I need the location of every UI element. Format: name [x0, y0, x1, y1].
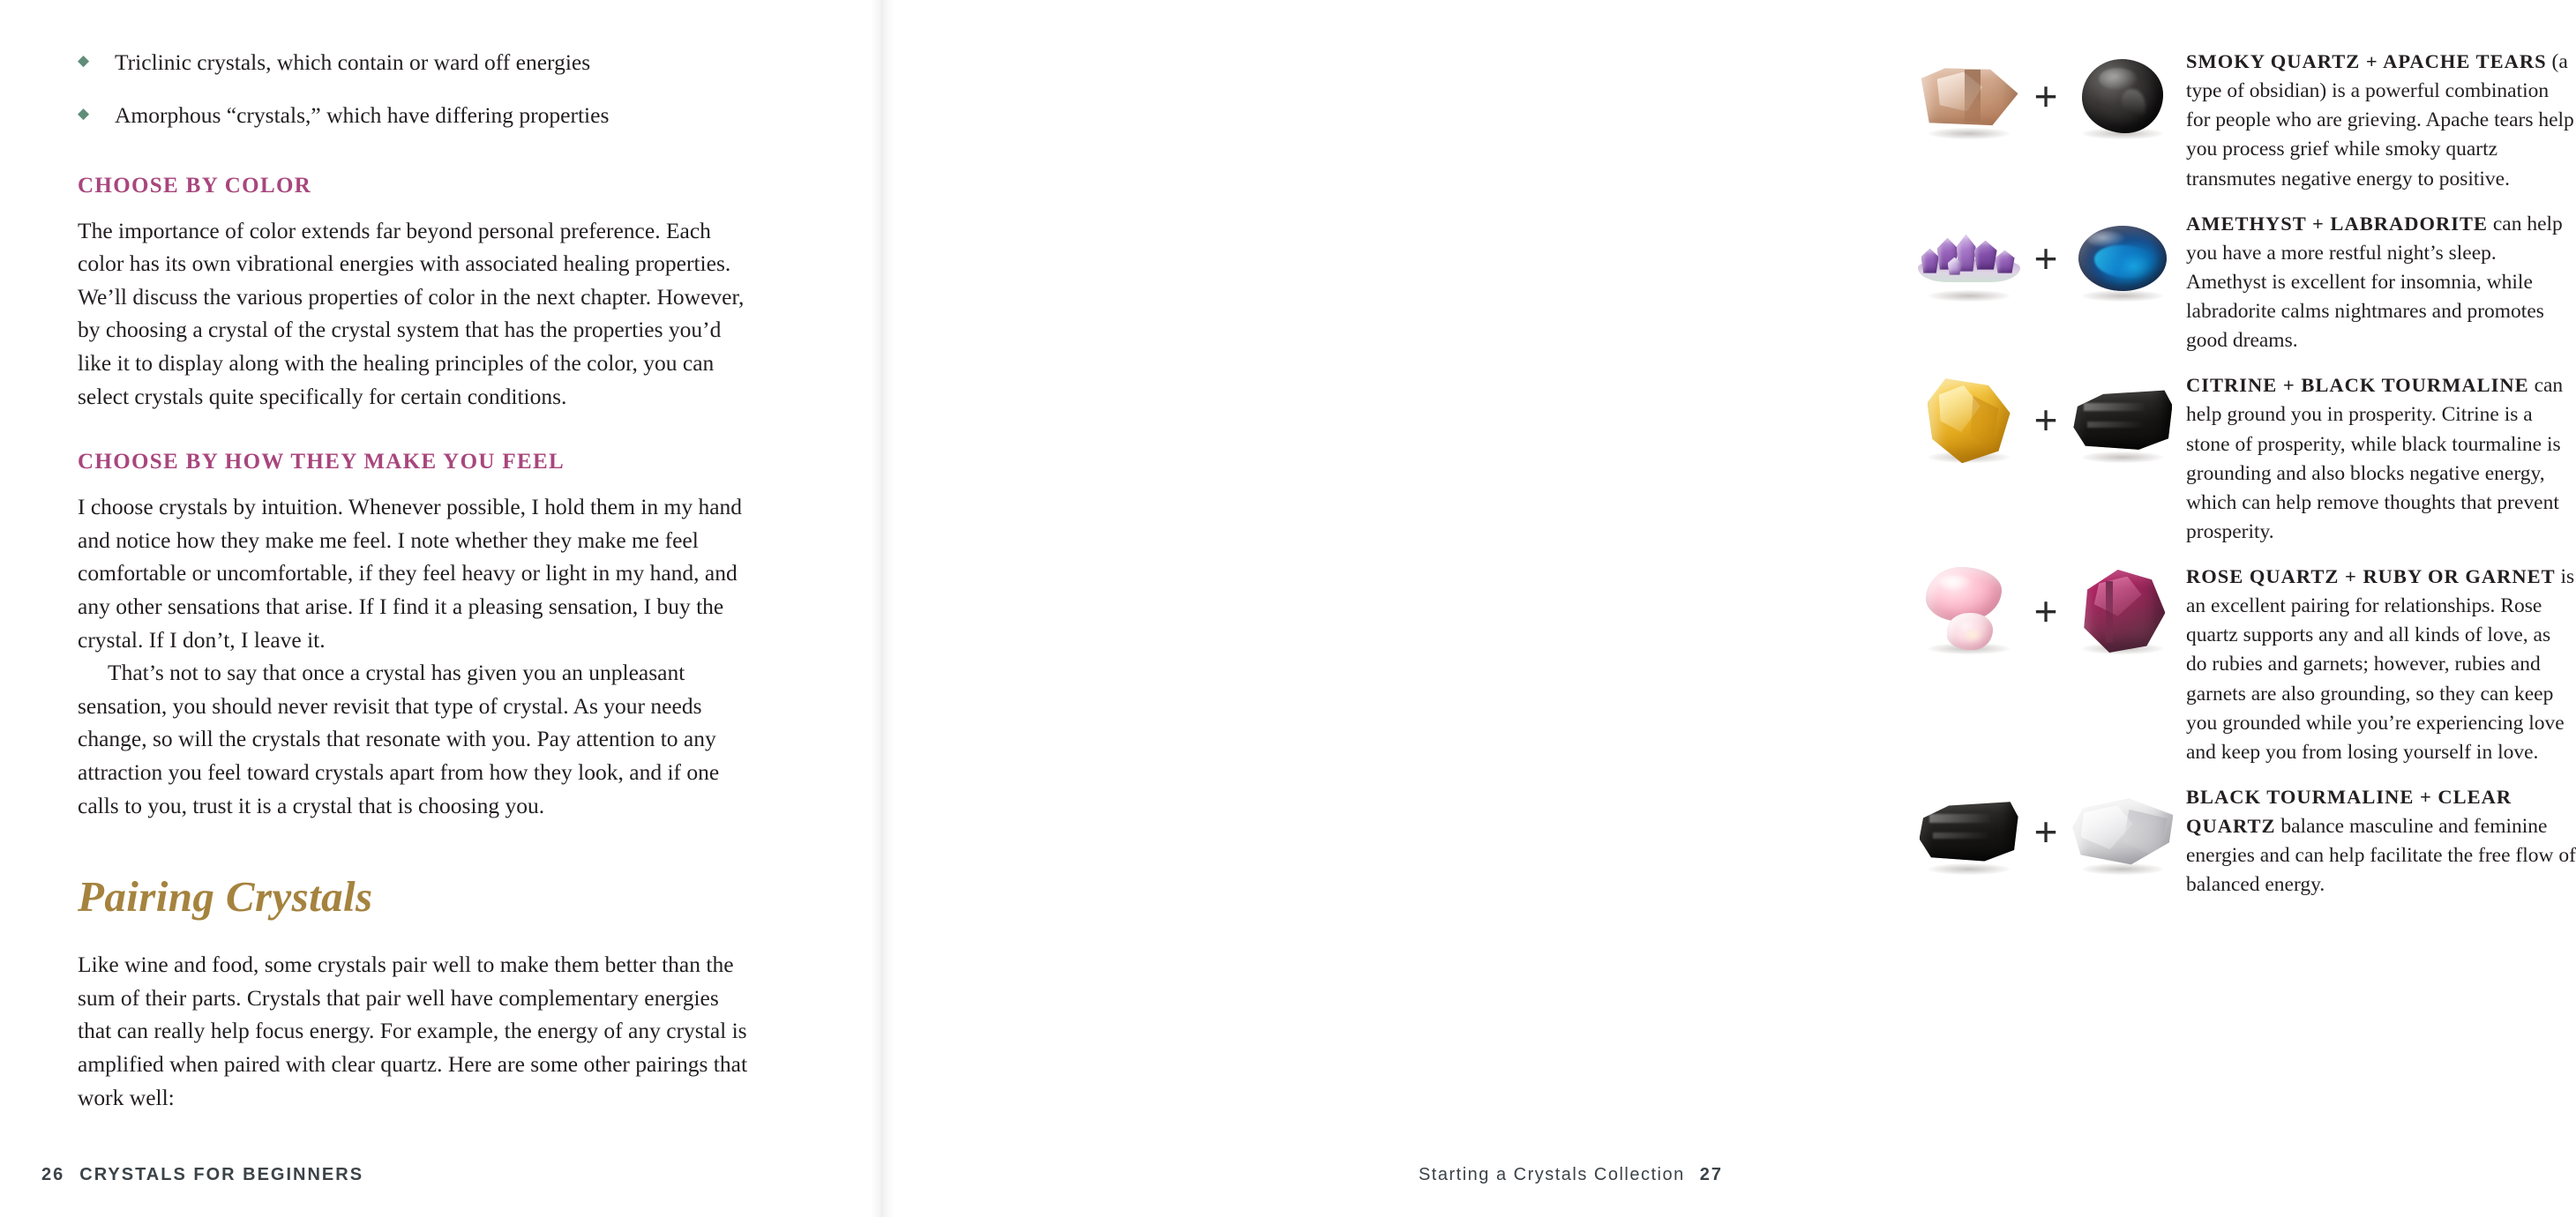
stone-shadow: [2082, 863, 2163, 875]
pairing-entry: [1906, 44, 2576, 194]
citrine-icon: [1928, 377, 2011, 463]
pairing-text: [2186, 559, 2576, 767]
clear-quartz-icon: [2072, 797, 2173, 866]
pairing-description: balance masculine and feminine energies and can help facilitate the free flow of balanced energy.: [2186, 815, 2576, 897]
list-item: [78, 46, 748, 80]
pairing-entry: [1906, 206, 2576, 356]
diamond-bullet-icon: ◆: [78, 104, 90, 122]
pairing-description: is an excellent pairing for relationships. Rose quartz supports any and all kinds of love, as do rubies and garnets; however, rubies and garnets are also grounding, so they can keep you grounded while you’re experiencing love and keep you from losing yourself in love.: [2186, 565, 2575, 764]
chapter-title-footer: Starting a Crystals Collection: [1418, 1165, 1685, 1184]
pairing-description: (a type of obsidian) is a powerful combination for people who are grieving. Apache tears help you process grief while smoky quartz transmutes negative energy to positive.: [2186, 50, 2574, 190]
stone-shadow: [1928, 290, 2010, 302]
pairing-name: ROSE QUARTZ + RUBY OR GARNET: [2186, 565, 2556, 587]
pairing-entry: [1906, 780, 2576, 900]
diamond-bullet-icon: ◆: [78, 52, 90, 69]
smoky-quartz-stone: [1913, 44, 2026, 148]
pairing-description: can help ground you in prosperity. Citrine is a stone of prosperity, while black tourmaline is grounding and also blocks negative energy, which can help remove thoughts that prevent prosperity.: [2186, 374, 2564, 543]
stone-shadow: [1928, 863, 2010, 875]
pairing-name: CITRINE + BLACK TOURMALINE: [2186, 374, 2529, 397]
bullet-text: Amorphous “crystals,” which have differing properties: [115, 101, 610, 128]
plus-icon: +: [2033, 73, 2058, 119]
paragraph-intuition: I choose crystals by intuition. Whenever possible, I hold them in my hand and notice how they make me feel. I note whether they make me feel comfortable or uncomfortable, if they feel heavy or light in my hand, and any other sensations that arise. If I find it a pleasing sensation, I buy the crystal. If I don’t, I leave it.: [78, 494, 743, 653]
footer-right: [1419, 1165, 1723, 1185]
pairing-text: [2186, 206, 2576, 356]
ruby-garnet-icon: [2080, 570, 2165, 653]
paragraph-unpleasant-sensation: That’s not to say that once a crystal has given you an unpleasant sensation, you should never revisit that type of crystal. As your needs change, so will the crystals that resonate with you. Pay attention to any attraction you feel toward crystals apart from how they look, and if one calls to you, trust it is a crystal that is choosing you.: [78, 660, 720, 818]
section-title-pairing-crystals: Pairing Crystals: [78, 872, 373, 922]
pairing-illustration: [1906, 368, 2186, 472]
right-page: [882, 0, 2576, 1217]
black-tourmaline-stone: [2066, 368, 2179, 472]
pairing-name: BLACK TOURMALINE + CLEAR QUARTZ: [2186, 785, 2512, 837]
left-page: [0, 0, 882, 1217]
stone-shadow: [1928, 128, 2010, 139]
pairing-illustration: [1906, 780, 2186, 884]
left-text-column: [78, 46, 748, 1114]
rose-quartz-icon: [1921, 565, 2018, 657]
pairing-illustration: [1906, 44, 2186, 148]
stone-shadow: [2082, 452, 2163, 463]
plus-icon: +: [2033, 808, 2058, 855]
plus-icon: +: [2033, 235, 2058, 281]
heading-choose-by-how-they-make-you-feel: CHOOSE BY HOW THEY MAKE YOU FEEL: [78, 450, 565, 474]
pairings-list: [1906, 44, 2576, 912]
stone-shadow: [2082, 290, 2163, 302]
paragraph-pairing-intro: Like wine and food, some crystals pair well to make them better than the sum of their parts. Crystals that pair well have complementary energies that can really help focus energy. For example, the energy of any crystal is amplified when paired with clear quartz. Here are some other pairings that work well:: [78, 952, 748, 1110]
ruby-garnet-stone: [2066, 559, 2179, 663]
pairing-name: SMOKY QUARTZ + APACHE TEARS: [2186, 50, 2547, 72]
pairing-description: can help you have a more restful night’s sleep. Amethyst is excellent for insomnia, while labradorite calms nightmares and promotes good dreams.: [2186, 212, 2563, 353]
paragraph-choose-by-color: The importance of color extends far beyond personal preference. Each color has its own vibrational energies with associated healing properties. We’ll discuss the various properties of color in the next chapter. However, by choosing a crystal of the crystal system that has the properties you’d like it to display along with the healing principles of the color, you can select crystals quite specifically for certain conditions.: [78, 217, 745, 409]
clear-quartz-point-stone: [2066, 780, 2179, 884]
plus-icon: +: [2033, 588, 2058, 634]
page-number-right: 27: [1699, 1165, 1723, 1184]
bullet-text: Triclinic crystals, which contain or ward off energies: [115, 49, 591, 75]
pairing-entry: [1906, 559, 2576, 767]
book-title-footer: CRYSTALS FOR BEGINNERS: [79, 1165, 364, 1184]
amethyst-cluster-stone: [1913, 206, 2026, 310]
labradorite-cabochon-stone: [2066, 206, 2179, 310]
smoky-quartz-icon: [1920, 64, 2018, 128]
plus-icon: +: [2033, 397, 2058, 444]
apache-tears-icon: [2082, 59, 2163, 133]
pairing-illustration: [1906, 206, 2186, 310]
citrine-stone: [1913, 368, 2026, 472]
pairing-text: [2186, 780, 2576, 900]
pairing-illustration: [1906, 559, 2186, 663]
rose-quartz-stone: [1913, 559, 2026, 663]
apache-tears-obsidian-stone: [2066, 44, 2179, 148]
black-tourmaline-icon: [2073, 389, 2172, 451]
pairing-text: [2186, 44, 2576, 194]
black-tourmaline-stone: [1913, 780, 2026, 884]
heading-choose-by-color: CHOOSE BY COLOR: [78, 173, 312, 198]
pairing-name: AMETHYST + LABRADORITE: [2186, 212, 2488, 235]
labradorite-icon: [2078, 226, 2167, 291]
pairing-entry: [1906, 368, 2576, 547]
pairing-text: [2186, 368, 2576, 547]
crystal-systems-bullet-list: [78, 46, 748, 133]
footer-left: [41, 1165, 363, 1185]
black-tourmaline-icon: [1920, 801, 2018, 862]
page-number-left: 26: [41, 1165, 65, 1184]
amethyst-icon: [1918, 231, 2020, 286]
list-item: [78, 99, 748, 133]
